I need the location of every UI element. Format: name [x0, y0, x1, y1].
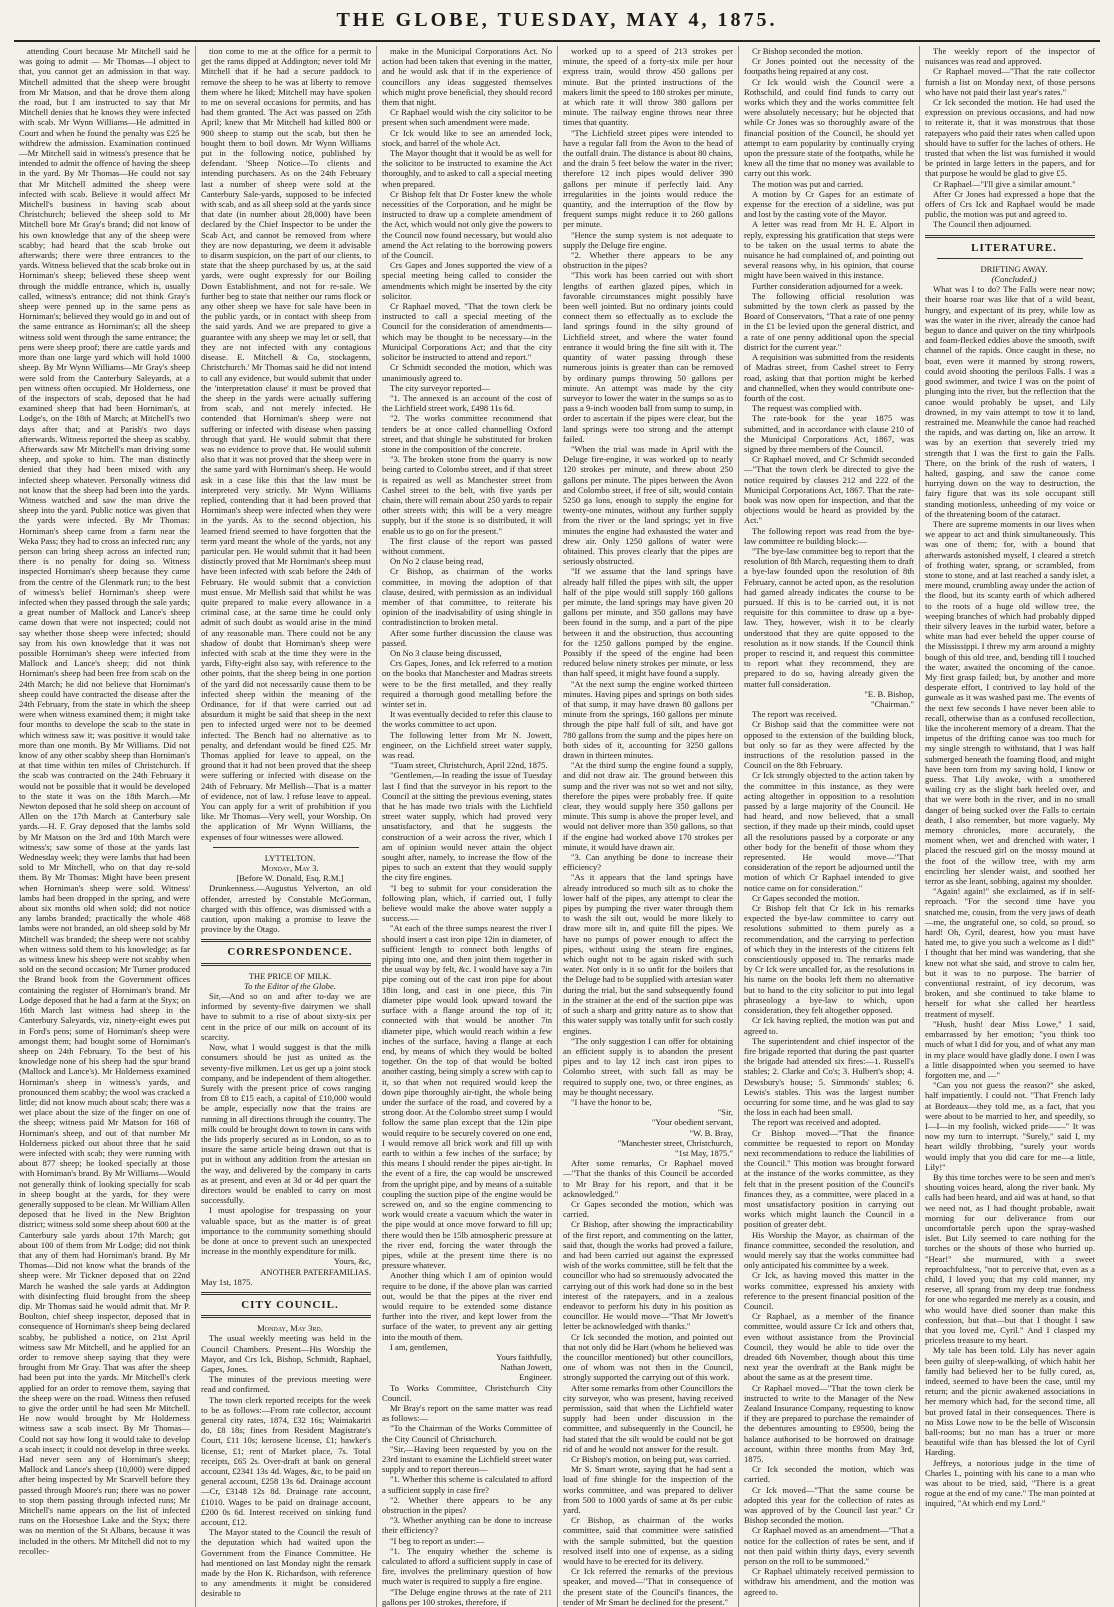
divider	[937, 258, 1083, 259]
paragraph: Cr Ick seconded the motion, which was carried.	[744, 1464, 914, 1485]
paragraph: "When the trial was made in April with the Deluge fire-engine, it was worked up to nearly 120 strokes per minute, and threw about 250 gallons per minute. The pipes between the Avon and Colombo street, if free of silt, would contain 5250 ga lons, enough to supply the engine for twenty-one minutes, without any further supply from the river or the land springs; yet in five minutes the engine had exhausted the water and drew air. Only 1250 gallons of water were obtained. This proves clearly that the pipes are seriously obstructed.	[563, 443, 733, 567]
paragraph: "2. Whether there appears to be any obstruction in the pipes?	[563, 250, 733, 271]
lyttelton-date: Monday, May 3.	[261, 863, 319, 874]
paragraph: After some remarks from other Councillors the city surveyor, who was present, having received permission, said that when the Lichfield water supply had been under discussion in the committee, and subsequently in the Council, he had stated that the silt would be could not be got rid of and he would not answer for the result.	[563, 1382, 733, 1454]
column-5	[738, 46, 919, 1607]
council-business	[744, 46, 914, 689]
paragraph: Further consideration adjourned for a week.	[752, 280, 903, 291]
paragraph: I must apologise for trespassing on your valuable space, but as the matter is of great importance to the community something should be done at once to prevent such an unexpected increase in the monthly expenditure for milk.	[201, 1205, 371, 1257]
paragraph: I am, gentlemen,	[390, 1341, 448, 1352]
jowett-title: Engineer.	[519, 1372, 552, 1383]
council-report-end	[925, 46, 1095, 230]
paragraph: "Gentlemen,—In reading the issue of Tuesday last I find that the surveyor in his report to the Council at the sitting the previous evening, states that he has made two trials with the Lichfield street water supply, which had proved very unsatisfactory, and that he suggests the construction of a weir across the river, which I am of opinion would never attain the object sought after, namely, to increase the flow of the pipes to such an extent that they would supply the city fire engines.	[382, 770, 552, 883]
paragraph: Now, what I would suggest is that the milk consumers should be just as united as the seventy-five milkmen. Let us get up a joint stock company, and be independent of them altogether. Surely with the present price of cows ranging from £8 to £15 each, a capital of £10,000 would be ample, especially now that the trains are running in all directions through the country. The milk could be brought down to town in cans with the lids properly secured as in London, so as to insure the same article being drawn out that is put in without any addition from the artesian on the way, and delivered by the company in carts as at present, and even at 3d or 4d per quart the directors would be enabled to carry on most successfully.	[201, 1042, 371, 1206]
paragraph: Cr Ick strongly objected to the action taken by the committee in this instance, as they were acting altogether in opposition to a resolution passed by a large majority of the Council. He had heard, and now believed, that a small section, if they made up their minds, could upset all the resolutions passed by a corporate or any other body for the benefit of those whom they represented. He would move—"That consideration of the report be adjourned until the motion of which Cr Raphael intended to give notice came on for consideration."	[744, 770, 914, 893]
letter-body	[201, 991, 371, 1256]
paragraph: Cr Raphael—"I'll give a similar amount."	[933, 178, 1076, 189]
bray-report-start	[382, 1383, 552, 1607]
paragraph: The report was received and adopted.	[752, 1117, 881, 1128]
double-rule	[201, 1315, 371, 1318]
jowett-signoff: Yours faithfully,	[496, 1352, 552, 1362]
paragraph: attending Court because Mr Mitchell said he was going to admit — Mr Thomas—I object to that, you cannot get an admission in that way. Mitchell admitted that the sheep were brought from Mr Matson, and that he drove them along the road, but I am instructed to say that Mr Mitchell denies that he knows they were infected with scab. Mr Wynn Williams—He admitted in Court and when he found the penalty was £25 he withdrew the admission. Examination continued—Mr Mitchell said in witness's presence that he intended to admit the offence of having the sheep in the yard. By Mr Thomas—He could not say that Mr Mitchell admitted the sheep were infected with scab. Believe it would affect Mr Mitchell's business in having scab about Christchurch; believed the sheep sold to Mr Mitchell bore Mr Gray's brand; did not know of his own knowledge that any of the sheep were scabby; had heard that the scab broke out afterwards; there were three entrances to the yards. Witness believed that the scab broke out in Horniman's sheep; believed these sheep went through the middle entrance, which is, usually called, witness's entrance; did not think Gray's sheep were penned up in the same pens as Horniman's; believed they would go in and out of the same entrance as Horniman's; all the sheep witness sold went through the same entrance; the pens were sheep proof; there are cattle yards and more than one large yard which will hold 1000 sheep. By Mr Wynn Williams—Mr Gray's sheep were sold from the Canterbury Saleyards, at a pen witness often occupied. Mr Holderness, one of the inspectors of scab, deposed that he had examined sheep that had been Horniman's, at Lodge's, on the 18th of March; at Mitchell's two days after that; and at Parish's two days afterwards. Witness reported the sheep as scabby. Afterwards saw Mr Mitchell's man driving some sheep, and spoke to him. The man distinctly denied that they had been mixed with any infected sheep whatever. Personally witness did not know that the sheep had been into the yards. Witness watched and saw the man drive the sheep into the yard. Public notice was given that the yards were infected. By Mr Thomas: Horniman's sheep came from a farm near the Weka Pass; they had to cross an infected run; any person can bring sheep across an infected run; there is no penalty for doing so. Witness inspected Horniman's sheep because they came from the centre of the Glenmark run; to the best of witness's belief Horniman's sheep were infected when they passed through the sale yards; a great number of Mallock and Lance's sheep came down that were not inspected; could not say whether those sheep were infected; should say from his own knowledge that it was not possible Horniman's sheep were infected from Mallock and Lance's sheep; did not think Horniman's sheep had been free from scab on the 24th March; he did not believe that Horniman's sheep could have contracted the disease after the 24th February, from the state in which the sheep were when witness examined them; it might take four months to develope the scab to the state in which witness saw it; was positive it would take more than one month. By Mr Williams. Did not know of any other scabby sheep than Horniman's at that time within ten miles of Christchurch. If the scab was contracted on the 24th February it would not be possible that it would be developed to the state it was on the 18th March.—Mr Newton deposed that he sold sheep on account of Allen on the 17th March at Canterbury sale yards.—H. F. Gray deposed that the lambs sold by Mr Matson on the 3rd and 10th March were witness's; saw some of those at the yards last Wednesday week; they were lambs that had been sold to Mr Mitchell, who on that day re-sold them. By Mr Thomas: Might have been present when Horniman's sheep were sold. Witness' lambs had been dropped in the spring, and were about six months old when sold; did not notice any lambs branded; practically the whole 468 lambs were not branded, an old sheep sold by Mr Mitchell was branded; the sheep were not scabby when witness sold them to his knowledge; as far as witness knew his sheep were not scabby when sold on the second occasion; Mr Turner produced the Brand book from the Government offices containing the register of Horniman's brand. Mr Lodge deposed that he had a farm at the Styx; on 16th March last witness had sheep in the Canterbury Saleyards, viz, ninety-eight ewes put in Ford's pens; some of Horniman's sheep were amongst them; had bought some of Horniman's sheep on 24th February. To the best of his knowledge none of his sheep had the spur brand (Mallock and Lance's). Mr Holderness examined Horniman's sheep in witness's yards, and pronounced them scabby; the wool was cracked a little; did not know much about scab; there was a wet place about the size of the finger on one of the sheep; witness paid Mr Matson for 168 of Horniman's sheep, and out of that number Mr Holderness picked out about three that he said were infected with scab; they were running with about 877 sheep; he looked specially at those with Horniman's brand. By Mr Williams—Would not generally think of looking specially for scab in sheep bought at the yards, for they were generally supposed to be clean. Mr William Allen deposed that he lived in the New Brighton district; witness sold some sheep about 600 at the Canterbury sale yards about 17th March; got about 100 of them from Mr Lodge; did not think that any of them had Horniman's brand. By Mr Thomas—Did not know what the brands of the sheep were. Mr Tickner deposed that on 22nd March he washed the sale yards at Addington with disinfecting fluid brought from the sheep dip. Mr Thomas said he would admit that. Mr P. Boulton, chief sheep inspector, deposed that in consequence of Horniman's sheep being declared scabby, he published a notice, on 21st April witness saw Mr Mitchell, and he applied for an order to remove sheep saying that they were brought from Mr Gray. That was after the sheep had been put into the yards. Mr Mitchell's clerk applied for an order to remove them, saying that the sheep were on the road. Witness then refused to give the order until he had seen Mr Mitchell. He now would brought by Mr Holderness witness saw a scab insect. By Mr Thomas—Could not say how long it would take to develop a scab insect; it could not develop in three weeks. Had never seen any of Horniman's sheep; Mallock and Lance's sheep (10,000) were dipped after being inspected by Mr Scarvell before they passed through Moore's run; there was no power to stop them passing through infected runs; Mr Mitchell's name appears on the list of infected runs on the Horseshoe Lake and the Styx; there was no mention of the St Albans, because it was included in the others. Mr Mitchell did not to my recollec-	[19, 46, 190, 1556]
paragraph: The report was received.	[752, 709, 837, 720]
paragraph: "1. Whether this scheme is calculated to afford a sufficient supply in case fire?	[382, 1474, 552, 1495]
letter-author: ANOTHER PATERFAMILIAS.	[260, 1266, 371, 1277]
letter-date: May 1st, 1875.	[201, 1276, 253, 1287]
bray-sir: "Sir,	[717, 1107, 733, 1118]
paragraph: Cr Ick would like to see an amended lock, stock, and barrel of the whole Act.	[382, 127, 552, 148]
paragraph: "To the Chairman of the Works Committee of the City Council of Christchurch.	[382, 1423, 552, 1444]
paragraph: Cr Bishop felt that Dr Foster knew the whole necessities of the Corporation, and he might be instructed to draw up a complete amendment of the Act, which would not only give the powers to the Council now found necessary, but would also amend the Act relating to the borrowing powers of the Council.	[382, 188, 552, 261]
paragraph: The following letter from Mr N. Jowett, engineer, on the Lichfield street water supply, was read.	[382, 729, 552, 761]
paragraph: Mr Bray's report on the same matter was read as follows:—	[382, 1403, 552, 1424]
paragraph: After some remarks, Cr Raphael moved —"That the thanks of this Council be accorded to Mr Bray for his report, and that it be acknowledged."	[563, 1158, 733, 1199]
paragraph: Cr Raphael, as a member of the finance committee, would assure Cr Ick and others that, even without assistance from the Provincial Council, they would be able to tide over the dreaded 6th November, though about this time next year the overdraft at the Bank might be about the same as at the present time.	[744, 1311, 914, 1383]
bishop-title: "Chairman."	[870, 699, 914, 709]
paragraph: The usual weekly meeting was held in the Council Chambers. Present—His Worship the Mayor, and Crs Ick, Bishop, Schmidt, Raphael, Gapes, Jones.	[201, 1333, 371, 1374]
paragraph: Cr Raphael moved, and Cr Schmidt seconded—"That the town clerk be directed to give the notice required by clauses 212 and 222 of the Municipal Corporations Act, 1867. That the rate-book was now open for inspection, and that the objections would be heard as provided by the Act."	[744, 454, 914, 526]
jowett-name: Nathan Jowett,	[500, 1362, 552, 1373]
column-3	[376, 46, 557, 1607]
column-grid	[14, 46, 1100, 1607]
paragraph: "Tuam street, Christchurch, April 22nd, 1875.	[390, 760, 548, 771]
paragraph: The rate-book for the year 1875 was submitted, and in accordance with clause 210 of the Municipal Corporations Act, 1867, was signed by three members of the Council.	[744, 413, 914, 454]
paragraph: "1. The annexed is an account of the cost of the Lichfield street work, £498 11s 6d.	[382, 392, 552, 414]
paragraph: Cr Raphael ultimately received permission to withdraw his amendment, and the motion was agreed to.	[744, 1566, 914, 1597]
paragraph: Cr Raphael moved, "That the town clerk be instructed to call a special meeting of the Council for the consideration of amendments—which may be thought to be necessary—in the Municipal Corporations Act; and that the city solicitor be instructed to attend and report."	[382, 301, 552, 363]
paragraph: "The Lichfield street pipes were intended to have a regular fall from the Avon to the head of the outfall drain. The distance is about 80 chains, and the drain 5 feet below the water in the river; therefore 12 inch pipes would deliver 390 gallons per minute if perfectly laid. Any irregularities in the joints would reduce the quantity, and the interruption of the flow by frequent sumps might reduce it to 260 gallons per minute.	[563, 127, 733, 230]
paragraph: On No 3 clause being discussed,	[390, 647, 502, 658]
paragraph: Crs Gapes and Jones supported the view of a special meeting being called to consider the amendments which might be inserted by the city solicitor.	[382, 260, 552, 301]
bray-date: "1st May, 1875."	[674, 1147, 733, 1158]
paragraph: "I have the honor to be,	[571, 1096, 652, 1107]
paragraph: "The Deluge engine throws at the rate of 211 gallons per 100 strokes, therefore, if	[382, 1586, 552, 1607]
paragraph: A motion by Cr Gapes for an estimate of expense for the erection of a sideline, was put and lost by the casting vote of the Mayor.	[744, 188, 914, 220]
paragraph: "At each of the three sumps nearest the river I should insert a cast iron pipe 12in in diameter, of sufficient length to connect both lengths of piping into one, and then joint them together in the usual way by felt, &c. I would have say a 7in pipe coming out of the cast iron pipe for about 18in long, and cast in one piece, this 7in diameter pipe would look upward toward the surface with a flange around the top of it; connected with that would be another 7in diameter pipe, which would reach within a few inches of the surface, having a flange at each end, by means of which they would be bolted together. On the top of that would be bolted another casting, being simply a screw with cap to it, so that when not required would keep the down pipe thoroughly air-tight, the whole being under the surface of the road, and covered by a strong door. At the Colombo street sump I would follow the same plan except that the 12in pipe would require to be securely covered on one end, I would remove all brick work and fill up with earth to within a few inches of the surface; by this means I should render the pipes air-tight. In the event of a fire, the cap would be unscrewed from the upright pipe, and by means of a suitable coupling the suction pipe of the engine would be screwed on, and so the engine commencing to work would create a vacuum which the water in the pipe would at once move forward to fill up; there would then be 15lb atmospheric pressure at the river end, forcing the water through the pipes, while at the present time there is no pressure whatever.	[382, 923, 552, 1271]
bray-report	[563, 46, 733, 1107]
paragraph: Cr Ick would wish the Council were a Rothschild, and could find funds to carry out works which they and the works committee felt were absolutely necessary; but he objected that while Cr Jones was so thoroughly aware of the financial position of the Council, he should yet attempt to earn popularity by continually crying upon the pressure state of the footpaths, while he knew all the time that no money was available to carry out this work.	[744, 76, 914, 179]
paragraph: Cr Raphael moved as an amendment—"That a notice for the collection of rates be sent, and if not then paid within thirty days, every seventh person on the roll to be summoned."	[744, 1525, 914, 1567]
paragraph: "Again! again!" she exclaimed, as if in self-reproach. "For the second time have you snatched me, cousin, from the very jaws of death—me, the ungrateful one, so cold, so proud, so hard! Oh, Cyril, dearest, how you must have hated me, to give you such a welcome as I did!" I thought that her mind was wandering, that she knew not what she said, and strove to calm her, but it was to no purpose. The barrier of conventional restraint, of icy decorum, was broken, and she continued to take blame to herself for what she called her heartless treatment of myself.	[925, 886, 1095, 1019]
paragraph: Jeffreys, a notorious judge in the time of Charles I., pointing with his cane to a man who was about to be tried, said, "There is a great rogue at the end of my cane." The man pointed at inquired, "At which end my Lord."	[925, 1457, 1095, 1509]
story-body	[925, 284, 1095, 1508]
paragraph: Crs Gapes, Jones, and Ick referred to a motion on the books that Manchester and Madras streets were to be the first metalled, and they really required a thorough good metalling before the winter set in.	[382, 658, 552, 709]
paragraph: "3. The broken stone from the quarry is now being carted to Colombo street, and if that street is repaired as well as Manchester street from Cashel street to the belt, with five yards per chain, there will remain about 250 yards to repair other streets with; this will be a very meagre supply, but if the stone is so distributed, it will enable us to go on for the present."	[382, 454, 552, 536]
paragraph: Cr Bishop, as chairman of the works committee, said that committee were satisfied with the sample submitted, but the question resolved itself into one of expense, as a siding would have to be erected for its delivery.	[563, 1515, 733, 1567]
paragraph: Cr Ick, as having moved this matter in the works committee, expressed his anxiety with reference to the present financial position of the Council.	[744, 1270, 914, 1311]
bray-servant: "Your obedient servant,	[651, 1117, 733, 1128]
paragraph: After Cr Jones had expressed a hope that the offers of Crs Ick and Raphael would be made public, the motion was put and agreed to.	[925, 188, 1095, 220]
story-subtitle: (Concluded.)	[991, 274, 1037, 285]
letter-addressee: To the Editor of the Globe.	[244, 980, 336, 991]
paragraph: Cr Ick having replied, the motion was put and agreed to.	[744, 1015, 914, 1036]
paragraph: The first clause of the report was passed without comment.	[382, 535, 552, 556]
paragraph: The superintendent and chief inspector of the fire brigade reported that during the past quarter the brigade had attended six fires:—1. Russell's stables; 2. Clarke and Co's; 3. Hulbert's shop; 4. Dewsbury's house; 5. Simmonds' stables; 6. Lewis's stables. This was the largest number occurring for some time, and he was glad to say the loss in each had been small.	[744, 1035, 914, 1118]
paragraph: It was eventually decided to refer this clause to the works committee to act upon.	[382, 709, 552, 730]
court-report-end	[201, 46, 371, 842]
paragraph: By this time torches were to be seen and men's shouting voices heard, along the river bank. My calls had been heard, and aid was at hand, so that we need not, as I had thought probable, await morning for our deliverance from our uncomfortable perch upon the spray-washed islet. But Lily seemed to care nothing for the torches or the shouts of those who hurried up. "Hear!" she murmured, with a sweet reproachfulness, "not to perceive that, even as a child, I loved you; that my cold manner, my reserve, all sprang from my deep true fondness for one who regarded me merely as a cousin, and who would have died sooner than make this confession, but that—but that I thought I saw that you loved me, Cyril." And I clasped my priceless treasure to my heart.	[925, 1171, 1095, 1346]
story-title: DRIFTING AWAY.	[980, 263, 1048, 274]
paragraph: The city surveyor reported—	[390, 382, 490, 393]
paragraph: "3. Can anything be done to increase their efficiency?	[563, 852, 733, 873]
paragraph: The Mayor thought that it would be as well for the solicitor to be instructed to examine the Act thoroughly, and to asked to call a special meeting when prepared.	[382, 148, 552, 189]
paragraph: make in the Municipal Corporations Act. No action had been taken that evening in the matter, and he would ask that if in the experience of councillors any ideas suggested themselves which might prove beneficial, they should record them that night.	[382, 46, 552, 108]
paragraph: "Hush, hush! dear Miss Lowe," I said, embarrassed by her emotion; "you think too much of what I did for you, and of what any man in my place would have gladly done. I own I was a little disappointed when you seemed to have forgotten me, and —"	[925, 1018, 1095, 1080]
literature-heading: LITERATURE.	[971, 241, 1057, 254]
paragraph: Cr Bishop, after showing the impracticability of the first report, and commenting on the latter, said that, though the works had proved a failure, and had been carried out against the expressed wish of the works committee, still he felt that the councillor who had so strenuously advocated the carrying out of this work had done so in the best interest of the ratepayers, and in a zealous endeavor to perform his duty in his position as councillor. He would move—"That Mr Jowett's letter be acknowledged with thanks."	[563, 1219, 733, 1332]
paragraph: Sir,—And so on and after to-day we are informed by seventy-five dairymen we shall have to submit to a rise of about sixty-six per cent in the price of our milk on account of its scarcity.	[201, 991, 371, 1042]
paragraph: The minutes of the previous meeting were read and confirmed.	[201, 1374, 371, 1395]
council-date: Monday, May 3rd.	[257, 1323, 323, 1334]
paragraph: What was I to do? The Falls were near now; their hoarse roar was like that of a wild beast, hungry, and expectant of its prey, while low as was the water in the river, already the canoe had begun to dance and quiver on the tiny whirlpools and foam-flecked eddies above the smooth, swift channel of the rapids. Once caught in these, no boat, even were it manned by strong rowers, could avoid shooting the perilous Falls. I was a good swimmer, and twice I was on the point of plunging into the river, but the reflection that the canoe would probably be upset, and Lily drowned, in my vain attempt to tow it to land, restrained me. Meanwhile the canoe had reached the rapids, and was darting on, like an arrow. It was by an exertion that severely tried my strength that I was the first to gain the Falls. There, on the brink of the rush of waters, I halted, gasping, and saw the canoe come hurrying down on the way to destruction, the fairy figure that was its sole occupant still standing motionless, unheeding of my voice or of the threatening boom of the cataract.	[925, 284, 1095, 519]
paragraph: "Sir,—Having been requested by you on the 23rd instant to examine the Lichfield street water supply and to report thereon—	[382, 1443, 552, 1475]
paragraph: The Mayor stated to the Council the result of the deputation which had waited upon the Government from the Finance Committee. He had mentioned on last Monday night the remark made by the Hon K. Richardson, with reference to any amendments it might be considered desirable to	[201, 1527, 371, 1599]
masthead	[14, 0, 1100, 42]
paragraph: Cr Bishop, as chairman of the works committee, in moving the adoption of that clause, desired, with permission as an individual member of that committee, to reiterate his opinion of the inadvisability of using shingle in contradistinction to broken metal.	[382, 566, 552, 628]
paragraph: Cr Raphael moved—"That the town clerk be instructed to write to the Manager of the New Zealand Insurance Company, requesting to know if they are prepared to purchase the remainder of the debentures amounting to £9500, being the balance authorised to be borrowed on drainage account, within three months from May 3rd, 1875.	[744, 1382, 914, 1465]
lyttelton-bench: [Before W. Donald, Esq, R.M.]	[236, 873, 344, 884]
paragraph: After some further discussion the clause was passed.	[382, 627, 552, 648]
paragraph: "This work has been carried out with short lengths of earthen glazed pipes, which in favorable circumstances might possibly have been well jointed. But no ordinary joints could connect them so effectually as to exclude the land springs found in the silty ground of Lichfield street, and where the water found entrance it would bring the fine silt with it. The quantity of water passing through these numerous joints is greater than can be removed by ordinary pumps throwing 50 gallons per minute. An attempt was made by the city surveyor to lower the water in the sumps so as to pass a 9-inch wooden ball from sump to sump, in order to ascertain if the pipes were clear, but the land springs were too strong and the attempt failed.	[563, 270, 733, 444]
paragraph: Cr Ick moved—"That the same course be adopted this year for the collection of rates as was approved of by the Council last year." Cr Bishop seconded the motion.	[744, 1484, 914, 1526]
bray-name: "W. B. Bray,	[689, 1127, 733, 1138]
paragraph: "Hence the sump system is not adequate to supply the Deluge fire engine.	[563, 229, 733, 250]
paragraph: tion come to me at the office for a permit to get the rams dipped at Addington; never told Mr Mitchell that if he had a secure paddock to remove the sheep to he was at liberty to remove them where he liked; Mitchell may have spoken to me on several occasions for permits, and has had them granted. The Act was passed on 25th April; knew that Mr Mitchell had killed 800 or 900 sheep to stamp out the scab, but then he bought them to boil down. Mr Wynn Williams put in the following notice, published by defendant. 'Sheep Notice—To clients and intending purchasers. As on the 24th February last a number of sheep were sold at the Canterbury Sale-yards, supposed to be infected with scab, and as all sheep sold at the yards since that date (in number about 28,000) have been declared by the Chief Inspector to be under the Scab Act, and cannot be removed from where they are now depasturing, we deem it advisable to disarm suspicion, on the part of our clients, to state that the sheep purchased by us, at the said yards, were ought expressly for our Boiling Down Establishment, and not for re-sale. We further beg to state that neither our rams flock or any other sheep we have for sale have been in the public yards, or in contact with sheep from the said yards. And we are prepared to give a guarantee with any sheep we may let or sell, that they are not infected with any contagious disease. E. Mitchell & Co, stockagents, Christchurch.' Mr Thomas said he did not intend to call any evidence, but would submit that under the 'interpretation clause' it must be proved that the sheep in the yards were actually suffering from scab, and not merely infected. He contended that Horniman's sheep were not suffering or infected with disease when passing through that yard. He would submit that there was no evidence to prove that. He would submit also that it was not proved that the sheep were in the same yard with Horniman's sheep. He would ask in a case like this that the law must be interpreted very strictly. Mr Wynn Williams replied, contending that it had been proved that Horniman's sheep were infected when they were in the yards. As to the second objection, his learned friend seemed to have forgotten that the term yard meant the whole of the yards, not any particular pen. He would submit that it had been distinctly proved that Mr Horniman's sheep must have been infected with scab before the 24th of February. He would submit that a conviction must ensue. Mr Mellish said that whilst he was quite prepared to make every allowance in a criminal case, at the same time he could only admit of such doubt as would arise in the mind of any reasonable man. There could not be any shadow of doubt that Horniman's sheep were infected with scab at the time they were in the yards, Fifty-eight also say, with reference to the other points, that the sheep being in one portion of the yard did not necessarily cause them to be infected sheep within the meaning of the Ordinance, for if that were carried out ad absurdum it might be said that sheep in the next pen to infected urged were not to be deemed infected. The Bench had no alternative as to penalty, and defendant would be fined £25. Mr Thomas applied for leave to appeal, on the ground that it had not been proved that the sheep were suffering or infected with disease on the 24th of February. Mr Mellish—That is a matter of evidence, not of law. I refuse leave to appeal. You can apply for a writ of prohibition if you like. Mr Thomas—Very well, your Worship. On the application of Mr Wynn Williams, the expenses of four witnesses were allowed.	[201, 46, 371, 842]
council-business-continued	[744, 709, 914, 1597]
paragraph: "The only suggestion I can offer for obtaining an efficient supply is to abandon the present pipes and to lay 12 inch cast iron pipes to Colombo street, with such fall as may be required to supply one, two, or three engines, as may be thought necessary.	[563, 1035, 733, 1097]
paragraph: Cr Ick seconded the motion, and pointed out that not only did he Hart (whom he believed was the councillor mentioned) but other councillors, one of whom was not then in the Council, strongly supported the carrying out of this work.	[563, 1331, 733, 1383]
paragraph: Cr Ick referred the remarks of the previous speaker, and moved—"That in consequence of the present state of the Council's finances, the tender of Mr Smart be declined for the present."	[563, 1566, 733, 1607]
paragraph: "The bye-law committee beg to report that the resolution of 8th March, requesting them to draft a bye-law founded upon the resolution of 8th February, cannot be acted upon, as the resolution had gamed already indicates the course to be pursued. If this is to be carried out, it is not requisite for this committee to draw up a bye-law. They, however, wish it to be clearly understood that they are quite opposed to the resolution as it now stands. If the Council think proper to rescind it, and request this committee to report what they recommend, they are prepared to do so, having already given the matter full consideration.	[744, 545, 914, 689]
column-4	[557, 46, 738, 1607]
lyttelton-paragraph: Drunkenness.—Augustus Yelverton, an old offender, arrested by Constable McGorman, charged with this offence, was dismissed with a caution, upon making a promise to leave the province by the Otago.	[201, 883, 371, 935]
paragraph: "1. The enquiry whether the scheme is calculated to afford a sufficient supply in case of fire, involves the preliminary question of how much water is required to supply a fire engine.	[382, 1545, 552, 1587]
bishop-name: "E. B. Bishop,	[864, 688, 914, 699]
paragraph: His Worship the Mayor, as chairman of the finance committee, seconded the resolution, and would merely say that the works committee had only anticipated his committee by a week.	[744, 1229, 914, 1271]
paragraph: Cr Bishop's motion, on being put, was carried.	[571, 1454, 731, 1465]
paragraph: Cr Bishop moved—"That the finance committee be requested to report on Monday next recommendations to reduce the liabilities of the Council." This motion was brought forward at the instance of the works committee, as they felt that in the present position of the Council's finances they, as a committee, were placed in a most unsatisfactory position in carrying out works which might launch the Council in a position of greater debt.	[744, 1127, 914, 1230]
paragraph: Cr Bishop said that the committee were not opposed to the extension of the building block, but only so far as they were affected by the instructions of the resolution passed in the Council on the 8th February.	[744, 719, 914, 771]
paragraph: The town clerk reported receipts for the week to be as follows:—From rate collector, account general city rates, 1874, £32 16s; Waimakariri do, £8 18s; fines from Resident Magistrate's Court, £11 10s; kerosene license, £1; hawker's license, £1; rent of Market place, 7s. Total receipts, £65 2s. Over-draft at bank on general account, £2341 13s 4d. Wages, &c, to be paid on general account, £258 13s 6d. Drainage account—Cr, £3148 12s 8d. Drainage rate account, £1010. Wages to be paid on drainage account, £200 0s 6d. Interest received on sinking fund account, £12.	[201, 1394, 371, 1528]
council-discussion	[563, 1158, 733, 1607]
column-2	[195, 46, 376, 1607]
paragraph: The following report was read from the bye-law committee re building block:—	[744, 525, 914, 546]
letter-title: THE PRICE OF MILK.	[248, 970, 332, 981]
double-rule	[201, 963, 371, 966]
paragraph: The motion was put and carried.	[752, 178, 864, 189]
paragraph: Cr Raphael moved—"That the rate collector furnish a list on Monday next, of those persons who have not paid their last year's rates."	[925, 66, 1095, 97]
paragraph: "Can you not guess the reason?" she asked, half impatiently. I could not. "That French lady at Bordeaux—they told me, as a fact, that you were about to be married to her, and speedily, so I—I—in my foolish, wicked pride——" It was now my turn to interrupt. "Surely," said I, my heart wildly throbbing, "surely your words would imply that you did care for me—a little, Lily!"	[925, 1080, 1095, 1172]
paragraph: The weekly report of the inspector of nuisances was read and approved.	[925, 46, 1095, 67]
column-1	[14, 46, 195, 1607]
paragraph: Mr S. Smart wrote, saying that he had sent a load of fine shingle for the inspection of the works committee, and was prepared to deliver from 500 to 1000 yards of same at 8s per cubic yard.	[563, 1464, 733, 1516]
paragraph: There are supreme moments in our lives when we appear to act and think simultaneously. This was one of them; for, with a bound that afterwards astonished myself, I cleared a stretch of frothing water, sprang, or scrambled, from stone to stone, and at last reached a sandy islet, a mere mound, crumbling away under the action of the flood, but its scanty earth of which adhered to the roots of a huge old willow tree, the weeping branches of which had probably dipped their silvery leaves in the turbid water, before a white man had ever beheld the upper course of the Mississippi. I threw my arm around a mighty bough of this old tree, and, bending till I touched the water, awaited the oncoming of the canoe. My first grasp failed; but, by another and more desperate effort, I contrived to lay hold of the gunwale as it was washed past me. The events of the next few seconds I have never been able to recall, otherwise than as a confused recollection, like the incoherent memory of a dream. That the impetus of the drifting canoe was too much for my single strength to withstand, that I was half submerged beneath the foaming flood, and might have been torn from my saving hold, I know or guess. That Lily awoke, with a smothered wailing cry as the slight bark heeled over, and that we were both in the river, and in no small danger of being sucked over the Falls to certain death, I also remember, but more vaguely. My memory chronicles, more accurately, the moment when, wet and drenched with water, I placed the rescued girl on the mossy mound at the foot of the willow tree, with my arm encircling her slender waist, and soothed her terror as she leant, sobbing, against my shoulder.	[925, 518, 1095, 887]
paragraph: "At the next sump the engine worked thirteen minutes. Having pipes and springs on both sides of that sump, it may have drawn 80 gallons per minute from the springs, 160 gallons per minute through the pipe half full of silt, and have got 780 gallons from the sump and the pipes here on both sides of it, accounting for 3250 gallons drawn in thirteen minutes.	[563, 678, 733, 761]
paragraph: Cr Bishop seconded the motion.	[752, 46, 863, 56]
paragraph: "At the third sump the engine found a supply, and did not draw air. The ground between this sump and the river was not so wet and not silty, therefore the pipes were probably free. If quite clear, they would supply here 350 gallons per minute. This sump is above the proper level, and would not deliver more than 350 gallons, so that if the engine had worked above 170 strokes per minute, it would have drawn air.	[563, 760, 733, 852]
paragraph: "If we assume that the land springs have already half filled the pipes with silt, the upper half of the pipe would still supply 160 gallons per minute, the land springs may have given 20 gallons per minute, and 350 gallons may have been found in the sump, and a part of the pipe between it and the obstruction, thus accounting for the 1250 gallons pumped by the engine. Possibly if the speed of the engine had been reduced below ninety strokes per minute, or less than half speed, it might have found a supply.	[563, 566, 733, 679]
masthead-title: THE GLOBE, TUESDAY, MAY 4, 1875.	[336, 8, 778, 31]
paragraph: "2. The works committee recommend that tenders be at once called channelling Oxford street, and that shingle be substituted for broken stone in the composition of the concrete.	[382, 413, 552, 454]
council-report	[201, 1333, 371, 1598]
paragraph: "As it appears that the land springs have already introduced so much silt as to choke the lower half of the pipes, any attempt to clear the pipes by pumping the river water through them to wash the silt out, would be more likely to draw more silt in, and quite fill the pipes. We have no pumps of power enough to affect the pipes, without using the steam fire engines, which ought not to be again risked with such water. Not only is it so unfit for the boilers that the Deluge had to be supplied with artesian water during the trial, but the sand subsequently found in the strainer at the end of the suction pipe was of such a sharp and gritty nature as to show that this water supply was totally unfit for such costly engines.	[563, 872, 733, 1036]
paragraph: Cr Gapes seconded the motion, which was carried.	[563, 1198, 733, 1220]
paragraph: A letter was read from Mr H. E. Alport in reply, expressing his gratification that steps were to be taken on the usual terms to abate the nuisance he had complained of, and pointing out several reasons why, in his opinion, that course might have been waived in this instance.	[744, 219, 914, 281]
double-rule	[925, 235, 1095, 238]
paragraph: A requisition was submitted from the residents of Madras street, from Cashel street to Ferry road, asking that that portion might be kerbed and channelled, when they would contribute one-fourth of the cost.	[744, 352, 914, 403]
city-council-heading: CITY COUNCIL.	[241, 1298, 339, 1311]
paragraph: "3. Whether anything can be done to increase their efficiency?	[382, 1515, 552, 1536]
divider	[213, 847, 359, 848]
column-6	[919, 46, 1100, 1607]
paragraph: Cr Ick seconded the motion. He had used the expression on previous occasions, and had now to reiterate it, that it was monstrous that those ratepayers who paid their rates when called upon should have to suffer for the laches of others. He trusted that when the list was furnished it would be printed in large letters in the papers, and for that purpose he would be glad to give £5.	[925, 97, 1095, 179]
paragraph: The Council then adjourned.	[933, 219, 1032, 230]
double-rule	[201, 1292, 371, 1295]
paragraph: My tale has been told. Lily has never again been guilty of sleep-walking, of which habit her family had believed her to be fully cured, as, indeed, seemed to have been the case, until my return; and the picnic awakened associations in her memory which had, for the second time, all but proved fatal in their consequences. There is no Miss Lowe now to be the belle of Wisconsin ball-rooms; but no man has a truer or more beautiful wife than has blessed the lot of Cyril Harding.	[925, 1345, 1095, 1458]
council-report-continued	[382, 46, 552, 1352]
paragraph: On No 2 clause being read,	[390, 556, 484, 567]
paragraph: Cr Schmidt seconded the motion, which was unanimously agreed to.	[382, 362, 552, 383]
paragraph: Cr Gapes seconded the motion.	[752, 892, 860, 903]
paragraph: The request was complied with.	[752, 403, 862, 414]
lyttelton-heading: LYTTELTON.	[264, 852, 316, 863]
paragraph: Cr Jones pointed out the necessity of the footpaths being repaired at any cost.	[744, 56, 914, 77]
double-rule	[201, 939, 371, 942]
letter-signoff: Yours, &c,	[333, 1256, 371, 1267]
court-report-continued	[19, 46, 190, 1556]
paragraph: Another thing which I am of opinion would require to be done, if the above plan was carried out, would be that the pipes at the river end would require to be extended some distance further into the river, and kept lower from the surface of the water, to prevent any air getting into the mouth of them.	[382, 1270, 552, 1342]
paragraph: worked up to a speed of 213 strokes per minute, the speed of a forty-six mile per hour express train, would throw 450 gallons per minute. But the printed instructions of the makers limit the speed to 180 strokes per minute, at which rate it will throw 380 gallons per minute. The railway engine throws near three times that quantity.	[563, 46, 733, 128]
correspondence-heading: CORRESPONDENCE.	[227, 946, 353, 959]
paragraph: To Works Committee, Christchurch City Council.	[382, 1382, 552, 1403]
paragraph: "2. Whether there appears to be any obstruction in the pipes?	[382, 1494, 552, 1516]
paragraph: The following official resolution was submitted by the town clerk as passed by the Board of Conservators, "That a rate of one penny in the £1 be levied upon the general district, and a rate of one penny additional upon the special district for the current year."	[744, 290, 914, 352]
paragraph: "I beg to report as under:—	[390, 1535, 485, 1546]
paragraph: "I beg to submit for your consideration the following plan, which, if carried out, I fully believe would make the above water supply a success.—	[382, 882, 552, 924]
paragraph: Cr Raphael would wish the city solicitor to be present when such amendment were made.	[382, 107, 552, 128]
bray-address: "Manchester street, Christchurch,	[617, 1137, 733, 1148]
paragraph: Cr Bishop felt that Cr Ick in his remarks expected the bye-law committee to carry out resolutions submitted to them purely as a recommendation, and the carrying to perfection of which they in the interests of the citizens felt conscientiously opposed to. The remarks made by Cr Ick were uncalled for, as the resolutions in his name on the books left them no alternative but to hand to the city solicitor to put into legal phraseology a bye-law to which, upon consideration, they felt altogether opposed.	[744, 903, 914, 1016]
